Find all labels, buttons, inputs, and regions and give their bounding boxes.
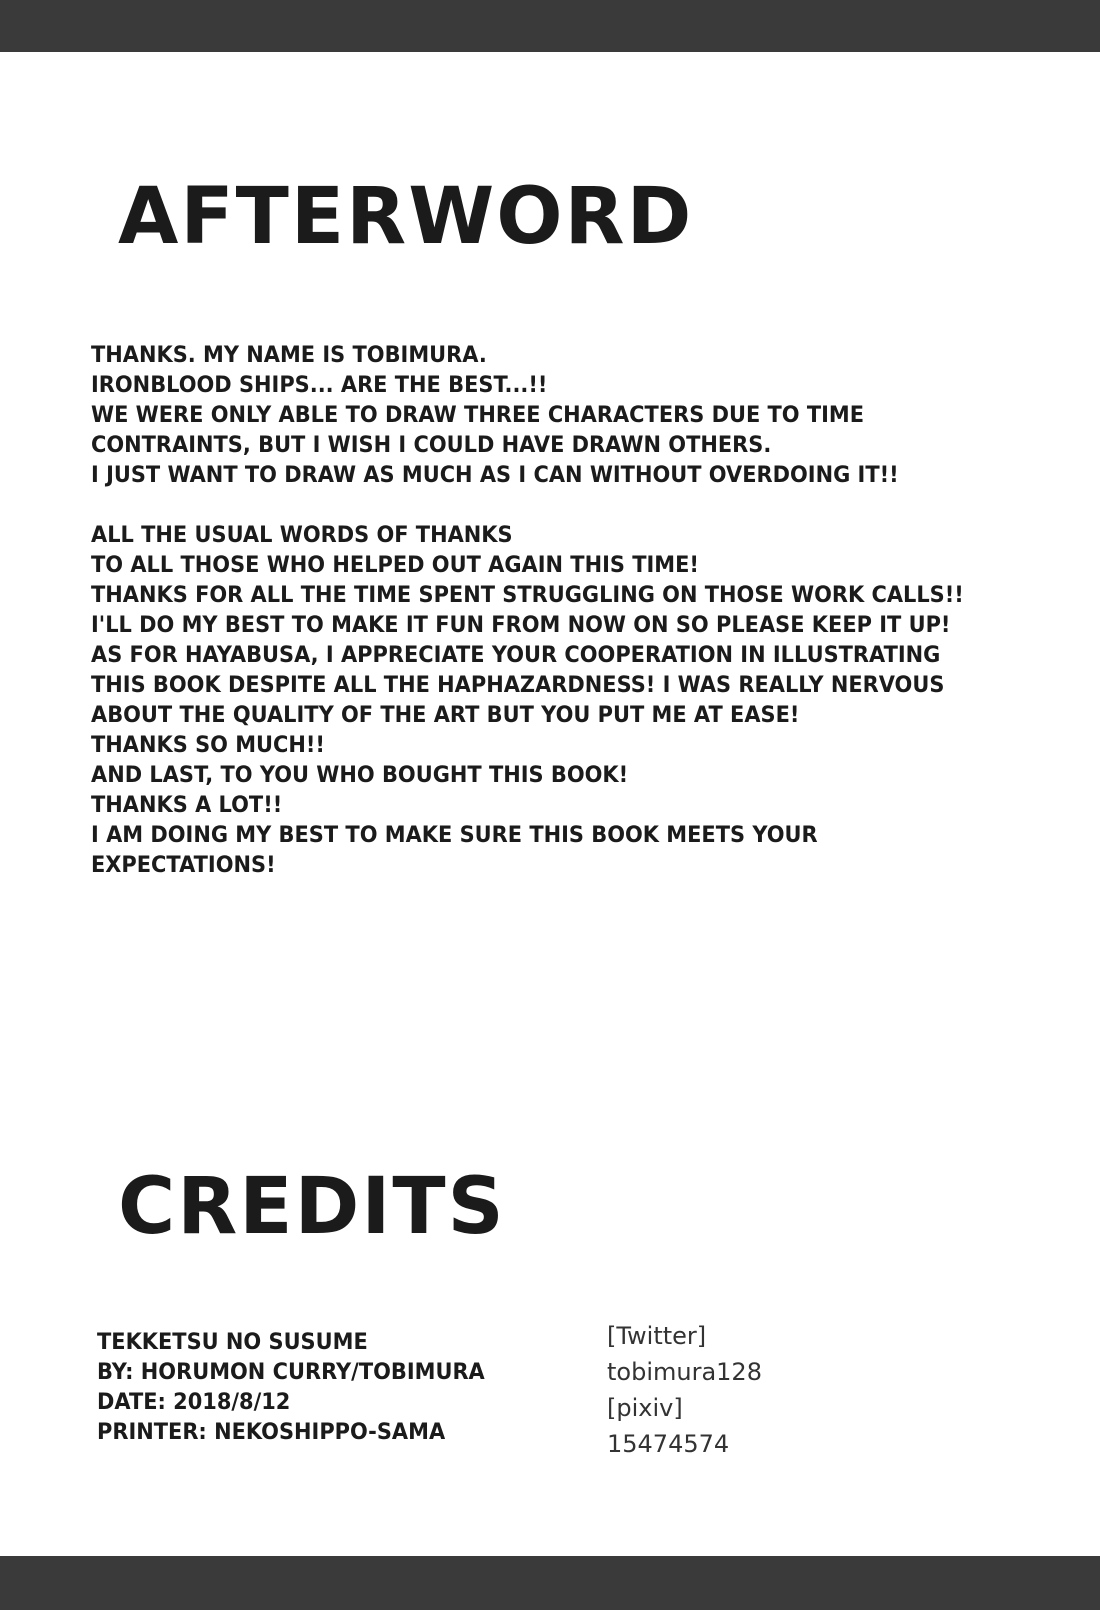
afterword-line: THIS BOOK DESPITE ALL THE HAPHAZARDNESS! I WAS REALLY NERVOUS bbox=[91, 672, 945, 698]
credit-date: DATE: 2018/8/12 bbox=[97, 1389, 291, 1415]
afterword-line: WE WERE ONLY ABLE TO DRAW THREE CHARACTERS DUE TO TIME bbox=[91, 402, 865, 428]
pixiv-label: [pixiv] bbox=[607, 1394, 683, 1422]
afterword-line: IRONBLOOD SHIPS... ARE THE BEST...!! bbox=[91, 372, 548, 398]
twitter-label: [Twitter] bbox=[607, 1322, 707, 1350]
pixiv-id: 15474574 bbox=[607, 1430, 730, 1458]
social-handles bbox=[607, 1318, 762, 1462]
twitter-handle: tobimura128 bbox=[607, 1358, 762, 1386]
afterword-line: TO ALL THOSE WHO HELPED OUT AGAIN THIS TIME! bbox=[91, 552, 699, 578]
afterword-line: I AM DOING MY BEST TO MAKE SURE THIS BOOK MEETS YOUR bbox=[91, 822, 818, 848]
credit-book-title: TEKKETSU NO SUSUME bbox=[97, 1329, 368, 1355]
paragraph-gap bbox=[91, 490, 1071, 520]
afterword-body bbox=[91, 340, 1071, 880]
credits-info bbox=[97, 1327, 514, 1447]
credit-printer: PRINTER: NEKOSHIPPO-SAMA bbox=[97, 1419, 446, 1445]
afterword-line: I JUST WANT TO DRAW AS MUCH AS I CAN WITHOUT OVERDOING IT!! bbox=[91, 462, 899, 488]
afterword-line: ABOUT THE QUALITY OF THE ART BUT YOU PUT ME AT EASE! bbox=[91, 702, 800, 728]
afterword-line: AND LAST, TO YOU WHO BOUGHT THIS BOOK! bbox=[91, 762, 629, 788]
afterword-line: THANKS SO MUCH!! bbox=[91, 732, 325, 758]
afterword-title: AFTERWORD bbox=[118, 172, 694, 262]
afterword-line: ALL THE USUAL WORDS OF THANKS bbox=[91, 522, 513, 548]
afterword-line: CONTRAINTS, BUT I WISH I COULD HAVE DRAWN OTHERS. bbox=[91, 432, 772, 458]
bottom-border bbox=[0, 1556, 1100, 1610]
afterword-line: AS FOR HAYABUSA, I APPRECIATE YOUR COOPERATION IN ILLUSTRATING bbox=[91, 642, 941, 668]
top-border bbox=[0, 0, 1100, 52]
afterword-line: I'LL DO MY BEST TO MAKE IT FUN FROM NOW ON SO PLEASE KEEP IT UP! bbox=[91, 612, 951, 638]
afterword-line: THANKS A LOT!! bbox=[91, 792, 283, 818]
afterword-line: EXPECTATIONS! bbox=[91, 852, 276, 878]
credits-title: CREDITS bbox=[118, 1162, 506, 1252]
credit-author: BY: HORUMON CURRY/TOBIMURA bbox=[97, 1359, 485, 1385]
afterword-line: THANKS FOR ALL THE TIME SPENT STRUGGLING ON THOSE WORK CALLS!! bbox=[91, 582, 964, 608]
afterword-line: THANKS. MY NAME IS TOBIMURA. bbox=[91, 342, 487, 368]
